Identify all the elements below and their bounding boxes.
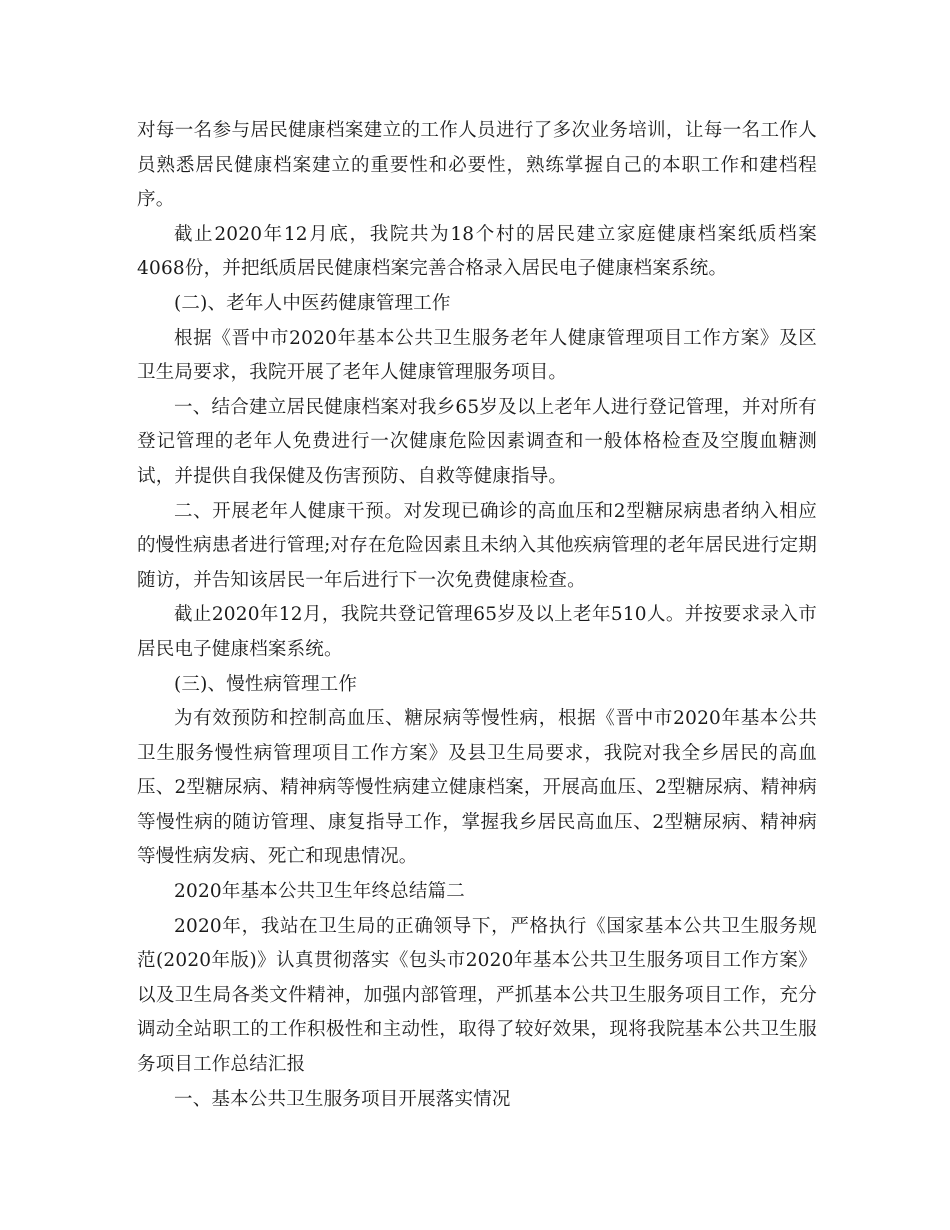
paragraph-7: 截止2020年12月，我院共登记管理65岁及以上老年510人。并按要求录入市居民电子健康档案系统。 — [137, 604, 817, 660]
paragraph-2: 截止2020年12月底，我院共为18个村的居民建立家庭健康档案纸质档案4068份，并把纸质居民健康档案完善合格录入居民电子健康档案系统。 — [137, 223, 817, 280]
paragraph-9: 为有效预防和控制高血压、糖尿病等慢性病，根据《晋中市2020年基本公共卫生服务慢性病管理项目工作方案》及县卫生局要求，我院对我全乡居民的高血压、2型糖尿病、精神病等慢性病建立健康档案，开展高血压、2型糖尿病、精神病等慢性病的随访管理、康复指导工作，掌握我乡居民高血压、2型糖尿病、精神病等慢性病发病、死亡和现患情况。 — [137, 708, 817, 868]
article-title-2: 2020年基本公共卫生年终总结篇二 — [174, 881, 465, 903]
paragraph-1: 对每一名参与居民健康档案建立的工作人员进行了多次业务培训，让每一名工作人员熟悉居民健康档案建立的重要性和必要性，熟练掌握自己的本职工作和建档程序。 — [137, 120, 817, 211]
section-heading-basic-services: 一、基本公共卫生服务项目开展落实情况 — [174, 1088, 511, 1110]
document-page — [137, 114, 817, 1117]
section-heading-2: (二)、老年人中医药健康管理工作 — [174, 292, 451, 314]
section-heading-3: (三)、慢性病管理工作 — [174, 673, 358, 695]
paragraph-5: 一、结合建立居民健康档案对我乡65岁及以上老年人进行登记管理，并对所有登记管理的老年人免费进行一次健康危险因素调查和一般体格检查及空腹血糖测试，并提供自我保健及伤害预防、自救等健康指导。 — [137, 396, 817, 487]
paragraph-4: 根据《晋中市2020年基本公共卫生服务老年人健康管理项目工作方案》及区卫生局要求，我院开展了老年人健康管理服务项目。 — [137, 327, 817, 384]
paragraph-6: 二、开展老年人健康干预。对发现已确诊的高血压和2型糖尿病患者纳入相应的慢性病患者进行管理;对存在危险因素且未纳入其他疾病管理的老年居民进行定期随访，并告知该居民一年后进行下一次免费健康检查。 — [137, 500, 817, 591]
paragraph-11: 2020年，我站在卫生局的正确领导下，严格执行《国家基本公共卫生服务规范(2020年版)》认真贯彻落实《包头市2020年基本公共卫生服务项目工作方案》以及卫生局各类文件精神，加强内部管理，严抓基本公共卫生服务项目工作，充分调动全站职工的工作积极性和主动性，取得了较好效果，现将我院基本公共卫生服务项目工作总结汇报 — [137, 915, 817, 1076]
